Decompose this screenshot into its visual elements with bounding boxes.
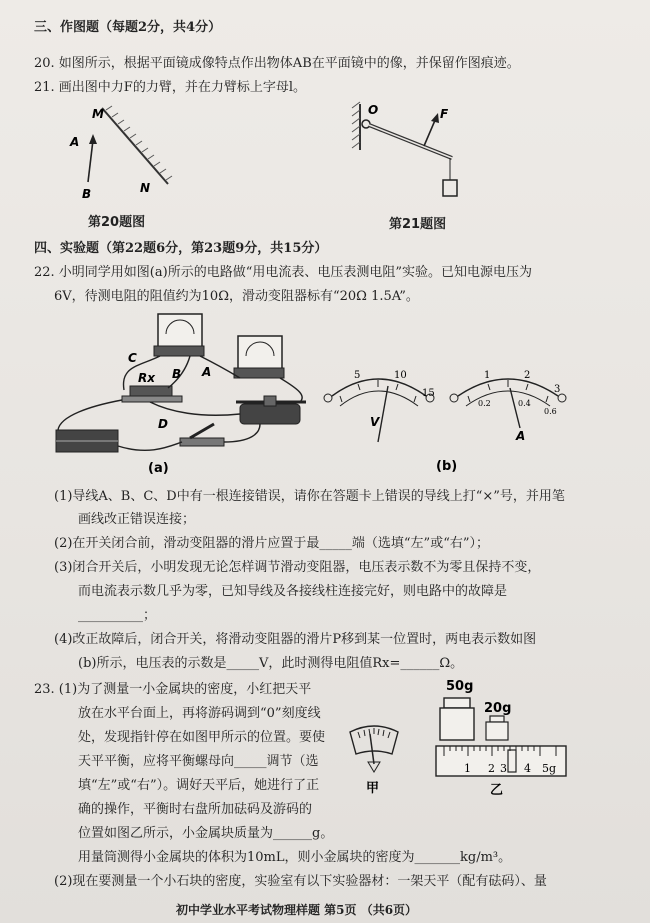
fig20-label-b: B	[82, 187, 92, 201]
fig22b-a-tick-02: 0.2	[478, 399, 491, 408]
fig20-label-a: A	[70, 135, 80, 149]
fig22a-label-rx: Rx	[138, 371, 155, 385]
fig22b-meters	[318, 362, 588, 476]
fig23-scale-tick-2: 2	[488, 762, 495, 775]
fig22a-label-b: B	[172, 367, 182, 381]
fig20-mirror-diagram	[60, 100, 180, 210]
q22-4-line1: (4)改正故障后，闭合开关，将滑动变阻器的滑片P移到某一位置时，两电表示数如图	[54, 632, 537, 647]
fig22b-a-tick-2: 2	[524, 370, 531, 381]
fig22b-v-tick-15: 15	[422, 388, 435, 399]
q22-line1: 22. 小明同学用如图(a)所示的电路做“用电流表、电压表测电阻”实验。已知电源电压为	[34, 265, 532, 280]
q22-3-line1: (3)闭合开关后，小明发现无论怎样调节滑动变阻器，电压表示数不为零且保持不变，	[54, 560, 541, 575]
q22-2: (2)在开关闭合前，滑动变阻器的滑片应置于最_____端（选填“左”或“右”）；	[54, 536, 489, 551]
fig21-lever-diagram	[340, 98, 470, 210]
q23-1-line4: 天平平衡，应将平衡螺母向_____调节（选	[78, 754, 319, 769]
fig23-weight-20g: 20g	[484, 701, 512, 716]
fig23-scale-tick-5g: 5g	[542, 762, 557, 775]
fig20-label-m: M	[92, 107, 104, 121]
q22-3-line2: 而电流表示数几乎为零，已知导线及各接线柱连接完好，则电路中的故障是	[78, 584, 508, 599]
fig23-jia-label: 甲	[366, 781, 380, 796]
q22-1-line1: (1)导线A、B、C、D中有一根连接错误，请你在答题卡上错误的导线上打“×”号，并用笔	[54, 489, 565, 504]
fig22b-a-tick-1: 1	[484, 370, 491, 381]
fig21-label-o: O	[368, 103, 379, 117]
fig22b-a-tick-04: 0.4	[518, 399, 531, 408]
fig22b-v-tick-5: 5	[354, 370, 361, 381]
fig22b-v-tick-10: 10	[394, 370, 407, 381]
fig22b-v-unit: V	[370, 415, 380, 429]
fig23-weight-50g: 50g	[446, 679, 474, 694]
q23-1-line6: 确的操作，平衡时右盘所加砝码及游码的	[78, 802, 313, 817]
q23-1-line5: 填“左”或“右”）。调好天平后，她进行了正	[78, 778, 320, 793]
q23-1-last: 用量筒测得小金属块的体积为10mL，则小金属块的密度为_______kg/m³。	[78, 850, 512, 865]
section3-heading: 三、作图题（每题2分，共4分）	[34, 20, 222, 35]
fig22b-a-unit: A	[516, 429, 526, 443]
fig23-scale-tick-4: 4	[524, 762, 531, 775]
fig22a-circuit-diagram	[50, 306, 320, 476]
fig22a-label-d: D	[158, 417, 168, 431]
fig23-scale-tick-1: 1	[464, 762, 471, 775]
q20-text: 20. 如图所示，根据平面镜成像特点作出物体AB在平面镜中的像，并保留作图痕迹。	[34, 56, 520, 71]
q23-1-line1: 23. (1)为了测量一小金属块的密度，小红把天平	[34, 682, 312, 697]
fig23-balance-diagram	[340, 676, 570, 800]
fig20-label-n: N	[140, 181, 151, 195]
q21-text: 21. 画出图中力F的力臂，并在力臂标上字母l。	[34, 80, 306, 95]
q22-3-line3: __________；	[78, 608, 157, 623]
q22-4-line2: (b)所示，电压表的示数是_____V，此时测得电阻值Rx=______Ω。	[78, 656, 464, 671]
q22-line2: 6V，待测电阻的阻值约为10Ω，滑动变阻器标有“20Ω 1.5A”。	[54, 289, 419, 304]
fig22b-a-tick-3: 3	[554, 384, 561, 395]
fig23-scale-tick-3: 3	[500, 762, 507, 775]
q23-1-line2: 放在水平台面上，再将游码调到“0”刻度线	[78, 706, 321, 721]
fig22b-a-tick-06: 0.6	[544, 407, 557, 416]
fig23-yi-label: 乙	[490, 783, 504, 798]
fig22a-caption: (a)	[148, 461, 169, 476]
section4-heading: 四、实验题（第22题6分，第23题9分，共15分）	[34, 241, 328, 256]
q23-1-line7: 位置如图乙所示，小金属块质量为______g。	[78, 826, 334, 841]
fig21-label-f: F	[440, 107, 449, 121]
fig21-caption: 第21题图	[389, 217, 447, 232]
page-footer: 初中学业水平考试物理样题 第5页 （共6页）	[176, 903, 418, 917]
fig20-caption: 第20题图	[88, 215, 146, 230]
fig22b-caption: (b)	[436, 459, 458, 474]
q23-2: (2)现在要测量一个小石块的密度，实验室有以下实验器材：一架天平（配有砝码）、量	[54, 874, 547, 889]
fig22a-label-a: A	[202, 365, 212, 379]
fig22a-label-c: C	[128, 351, 137, 365]
q23-1-line3: 处，发现指针停在如图甲所示的位置。要使	[78, 730, 326, 745]
q22-1-line2: 画线改正错误连接；	[78, 512, 196, 527]
